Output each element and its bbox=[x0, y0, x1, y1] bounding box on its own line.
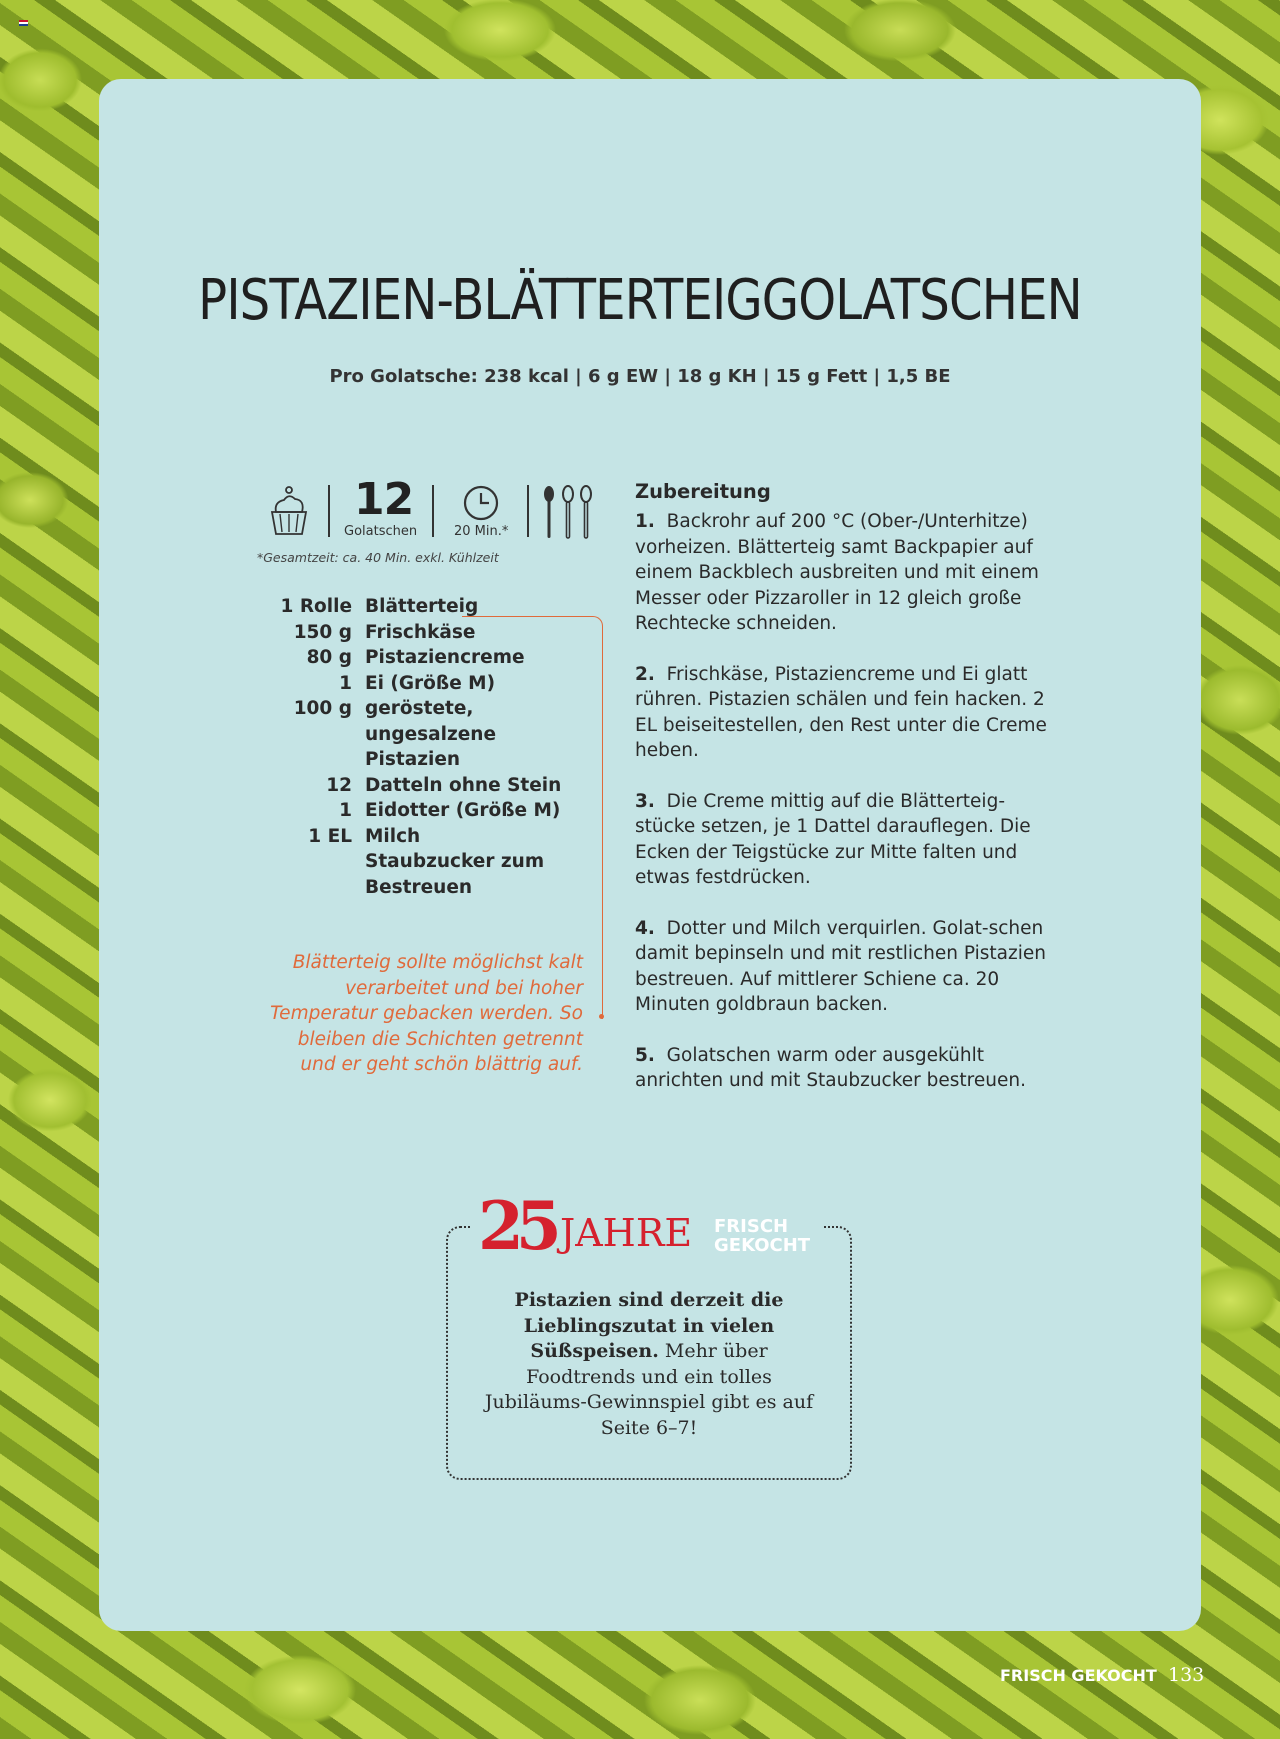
step-number: 2. bbox=[635, 663, 655, 685]
promo-text-regular: Mehr über Foodtrends und ein tolles Jubiläums-Gewinnspiel gibt es auf Seite 6–7! bbox=[484, 1340, 814, 1439]
ingredient-quantity: 1 bbox=[339, 800, 352, 821]
stat-divider bbox=[328, 485, 330, 537]
ingredient-name: Datteln ohne Stein bbox=[365, 774, 562, 796]
promo-brand-line2: GEKOCHT bbox=[714, 1235, 811, 1256]
ingredient-quantity bbox=[230, 747, 365, 773]
flag-icon bbox=[19, 20, 28, 26]
anniversary-number: 25 bbox=[478, 1187, 554, 1265]
ingredient-name: Staubzucker zum bbox=[365, 851, 545, 872]
ingredient-quantity: 1 bbox=[339, 672, 352, 694]
preparation-heading: Zubereitung bbox=[635, 480, 771, 503]
stat-divider bbox=[432, 485, 434, 537]
ingredient-quantity: 150 g bbox=[293, 621, 352, 643]
ingredient-quantity: 12 bbox=[326, 774, 352, 796]
nutrition-info: Pro Golatsche: 238 kcal | 6 g EW | 18 g KH | 15 g Fett | 1,5 BE bbox=[329, 366, 951, 387]
ingredient-name: Milch bbox=[365, 825, 421, 847]
cutlery-icon bbox=[540, 484, 596, 540]
preparation-step bbox=[635, 662, 1055, 764]
step-text: Dotter und Milch verquirlen. Golat-schen damit bepinseln und mit restlichen Pistazien bestreuen. Auf mittlerer Schiene ca. 20 Minuten goldbraun backen. bbox=[635, 917, 1046, 1015]
step-number: 4. bbox=[635, 917, 655, 939]
step-text: Frischkäse, Pistaziencreme und Ei glatt rühren. Pistazien schälen und fein hacken. 2 EL beiseitestellen, den Rest unter die Creme heben. bbox=[635, 663, 1047, 761]
step-text: Die Creme mittig auf die Blätterteig-stücke setzen, je 1 Dattel darauflegen. Die Ecken der Teigstücke zur Mitte falten und etwas festdrücken. bbox=[635, 790, 1031, 888]
promo-text-bold: Pistazien sind derzeit die Lieblingszutat in vielen Süßspeisen. bbox=[514, 1289, 784, 1362]
step-text: Golatschen warm oder ausgekühlt anrichten und mit Staubzucker bestreuen. bbox=[635, 1044, 1026, 1091]
servings-count: 12 bbox=[354, 474, 414, 525]
step-number: 1. bbox=[635, 511, 655, 532]
ingredient-name: Pistazien bbox=[365, 749, 461, 770]
preparation-step bbox=[635, 916, 1055, 1018]
promo-brand-line1: FRISCH bbox=[714, 1216, 789, 1237]
step-number: 3. bbox=[635, 790, 655, 812]
preparation-section bbox=[635, 480, 1055, 1119]
ingredient-name: Bestreuen bbox=[365, 876, 473, 898]
ingredient-name: geröstete, ungesalzene bbox=[365, 698, 496, 745]
ingredient-quantity bbox=[230, 875, 365, 901]
stat-divider bbox=[527, 485, 529, 537]
ingredient-quantity: 1 Rolle bbox=[280, 596, 352, 617]
ingredient-name: Pistaziencreme bbox=[365, 647, 525, 668]
cooking-tip: Blätterteig sollte möglichst kalt verarbeitet und bei hoher Temperatur gebacken werden. So bleiben die Schichten getrennt und er geht schön blättrig auf. bbox=[270, 952, 583, 1075]
clock-icon bbox=[462, 484, 500, 522]
ingredient-quantity: 1 EL bbox=[308, 825, 352, 847]
preparation-step bbox=[635, 509, 1055, 637]
step-text: Backrohr auf 200 °C (Ober-/Unterhitze) vorheizen. Blätterteig samt Backpapier auf einem Backblech ausbreiten und mit einem Messer oder Pizzaroller in 12 gleich große Rechtecke schneiden. bbox=[635, 511, 1039, 634]
page-number: 133 bbox=[1168, 1664, 1205, 1686]
preparation-step bbox=[635, 1043, 1055, 1094]
preparation-step bbox=[635, 789, 1055, 891]
promo-text bbox=[476, 1288, 822, 1441]
ingredient-quantity: 100 g bbox=[293, 698, 352, 719]
cupcake-icon bbox=[268, 484, 310, 538]
ingredient-quantity: 80 g bbox=[306, 647, 352, 668]
ingredient-quantity bbox=[230, 849, 365, 875]
anniversary-label: JAHRE bbox=[560, 1211, 693, 1255]
ingredient-name: Ei (Größe M) bbox=[365, 672, 496, 694]
footer-brand: FRISCH GEKOCHT bbox=[1000, 1666, 1157, 1685]
time-label: 20 Min.* bbox=[454, 524, 509, 539]
time-note: *Gesamtzeit: ca. 40 Min. exkl. Kühlzeit bbox=[257, 550, 499, 565]
recipe-title: PISTAZIEN-BLÄTTERTEIGGOLATSCHEN bbox=[198, 268, 1082, 333]
ingredient-name: Eidotter (Größe M) bbox=[365, 800, 561, 821]
ingredient-name: Frischkäse bbox=[365, 621, 476, 643]
ingredient-name: Blätterteig bbox=[365, 596, 479, 617]
step-number: 5. bbox=[635, 1044, 655, 1066]
tip-connector-dot bbox=[599, 1014, 604, 1019]
servings-label: Golatschen bbox=[344, 524, 418, 539]
